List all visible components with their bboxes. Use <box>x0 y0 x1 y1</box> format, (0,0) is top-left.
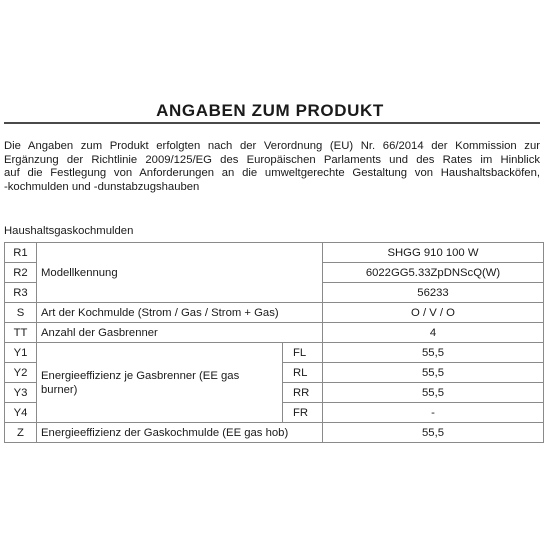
row-label: Anzahl der Gasbrenner <box>37 323 323 343</box>
row-label: Art der Kochmulde (Strom / Gas / Strom + Gas) <box>37 303 323 323</box>
row-value: - <box>323 403 544 423</box>
intro-paragraph <box>4 140 540 195</box>
row-label: Energieeffizienz je Gasbrenner (EE gas burner) <box>37 343 283 423</box>
table-row <box>5 243 544 263</box>
intro-line: Ergänzung der Richtlinie 2009/125/EG des Europäischen Parlaments und des Rates im Hinblick <box>4 153 540 166</box>
row-value: 56233 <box>323 283 544 303</box>
row-value: 55,5 <box>323 363 544 383</box>
row-code: R2 <box>5 263 37 283</box>
row-code: Y3 <box>5 383 37 403</box>
intro-line: auf die Festlegung von Anforderungen an die umweltgerechte Gestaltung von Haushaltsbacköfen, <box>4 167 540 180</box>
row-value: 6022GG5.33ZpDNScQ(W) <box>323 263 544 283</box>
row-code: S <box>5 303 37 323</box>
row-code: Y2 <box>5 363 37 383</box>
row-value: 55,5 <box>323 423 544 443</box>
row-value: 4 <box>323 323 544 343</box>
row-code: R3 <box>5 283 37 303</box>
table-row <box>5 343 544 363</box>
section-heading: Haushaltsgaskochmulden <box>4 225 134 237</box>
row-code: Y1 <box>5 343 37 363</box>
row-value: 55,5 <box>323 343 544 363</box>
burner-position: FL <box>283 343 323 363</box>
row-value: SHGG 910 100 W <box>323 243 544 263</box>
row-value: O / V / O <box>323 303 544 323</box>
table-row <box>5 303 544 323</box>
title-divider <box>4 122 540 124</box>
burner-position: RR <box>283 383 323 403</box>
row-label: Energieeffizienz der Gaskochmulde (EE gas hob) <box>37 423 323 443</box>
row-code: R1 <box>5 243 37 263</box>
row-value: 55,5 <box>323 383 544 403</box>
table-row <box>5 423 544 443</box>
row-code: Z <box>5 423 37 443</box>
intro-line: Die Angaben zum Produkt erfolgten nach der Verordnung (EU) Nr. 66/2014 der Kommission zur <box>4 140 540 152</box>
row-code: Y4 <box>5 403 37 423</box>
product-spec-table <box>4 242 544 443</box>
row-label: Modellkennung <box>37 243 323 303</box>
burner-position: FR <box>283 403 323 423</box>
table-row <box>5 323 544 343</box>
burner-position: RL <box>283 363 323 383</box>
intro-line: -kochmulden und -dunstabzugshauben <box>4 181 200 194</box>
row-code: TT <box>5 323 37 343</box>
page-title: ANGABEN ZUM PRODUKT <box>156 101 384 120</box>
